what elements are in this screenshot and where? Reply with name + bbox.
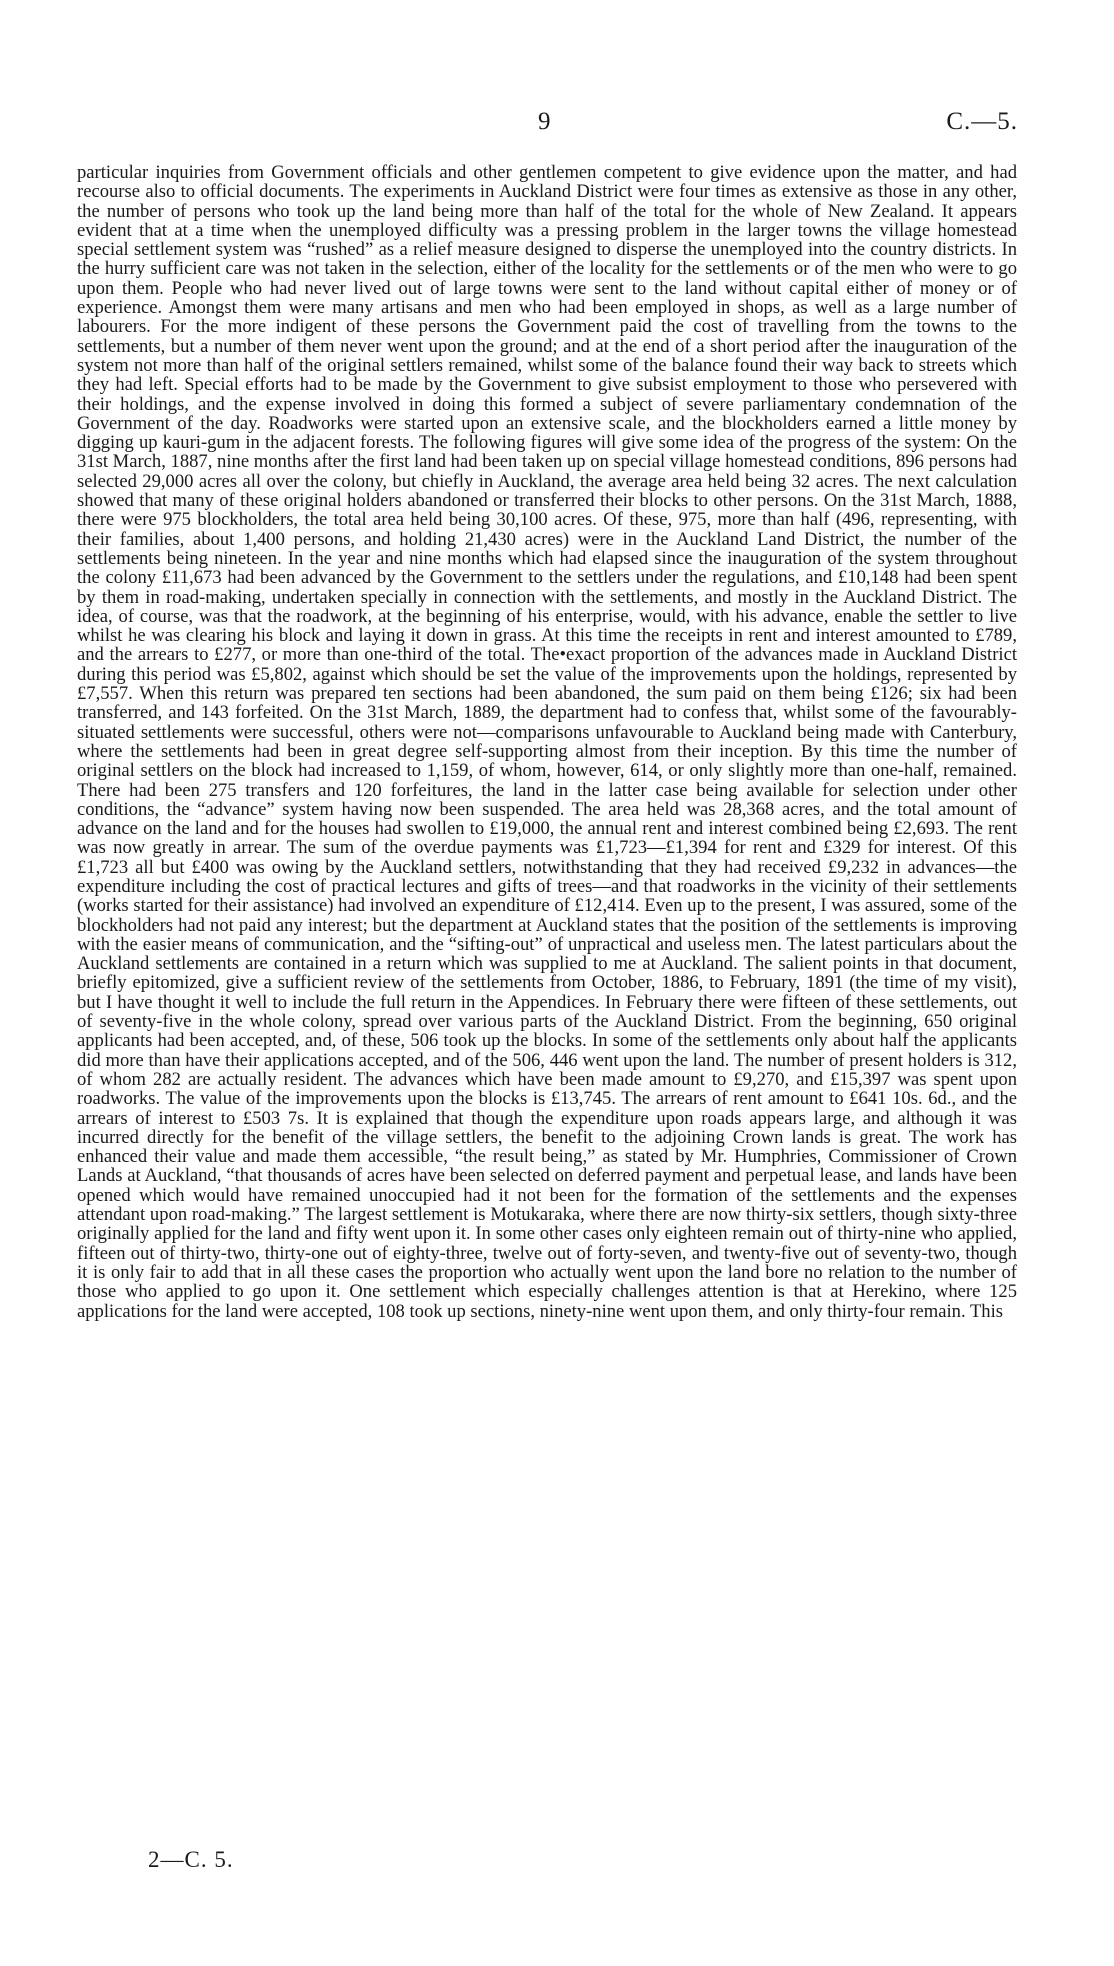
body-paragraph: particular inquiries from Government officials and other gentlemen competent to give evidence upon the matter, and had recourse also to official documents. The experiments in Auckland District were four times as extensive as those in any other, the number of persons who took up the land being more than half of the total for the whole of New Zealand. It appears evident that at a time when the unemployed difficulty was a pressing problem in the larger towns the village homestead special settlement system was “rushed” as a relief measure designed to disperse the unemployed into the country districts. In the hurry sufficient care was not taken in the selection, either of the locality for the settlements or of the men who were to go upon them. People who had never lived out of large towns were sent to the land without capital either of money or of experience. Amongst them were many artisans and men who had been employed in shops, as well as a large number of labourers. For the more indigent of these persons the Government paid the cost of travelling from the towns to the settlements, but a number of them never went upon the ground; and at the end of a short period after the inauguration of the system not more than half of the original settlers remained, whilst some of the balance found their way back to streets which they had left. Special efforts had to be made by the Government to give subsist employment to those who persevered with their holdings, and the expense involved in doing this formed a subject of severe parliamentary condemnation of the Government of the day. Roadworks were started upon an extensive scale, and the blockholders earned a little money by digging up kauri-gum in the adjacent forests. The following figures will give some idea of the progress of the system: On the 31st March, 1887, nine months after the first land had been taken up on special village homestead conditions, 896 persons had selected 29,000 acres all over the colony, but chiefly in Auckland, the average area held being 32 acres. The next calculation showed that many of these original holders abandoned or transferred their blocks to other persons. On the 31st March, 1888, there were 975 blockholders, the total area held being 30,100 acres. Of these, 975, more than half (496, representing, with their families, about 1,400 persons, and holding 21,430 acres) were in the Auckland Land District, the number of the settlements being nineteen. In the year and nine months which had elapsed since the inauguration of the system throughout the colony £11,673 had been advanced by the Government to the settlers under the regulations, and £10,148 had been spent by them in road-making, undertaken specially in connection with the settlements, and mostly in the Auckland District. The idea, of course, was that the roadwork, at the beginning of his enterprise, would, with his advance, enable the settler to live whilst he was clearing his block and laying it down in grass. At this time the receipts in rent and interest amounted to £789, and the arrears to £277, or more than one-third of the total. The•exact proportion of the advances made in Auckland District during this period was £5,802, against which should be set the value of the improvements upon the holdings, represented by £7,557. When this return was prepared ten sections had been abandoned, the sum paid on them being £126; six had been transferred, and 143 forfeited. On the 31st March, 1889, the department had to confess that, whilst some of the favourably-situated settlements were successful, others were not—comparisons unfavourable to Auckland being made with Canterbury, where the settlements had been in great degree self-supporting almost from their inception. By this time the number of original settlers on the block had increased to 1,159, of whom, however, 614, or only slightly more than one-half, remained. There had been 275 transfers and 120 forfeitures, the land in the latter case being available for selection under other conditions, the “advance” system having now been suspended. The area held was 28,368 acres, and the total amount of advance on the land and for the houses had swollen to £19,000, the annual rent and interest combined being £2,693. The rent was now greatly in arrear. The sum of the overdue payments was £1,723—£1,394 for rent and £329 for interest. Of this £1,723 all but £400 was owing by the Auckland settlers, notwithstanding that they had received £9,232 in advances—the expenditure including the cost of practical lectures and gifts of trees—and that roadworks in the vicinity of their settlements (works started for their assistance) had involved an expenditure of £12,414. Even up to the present, I was assured, some of the blockholders had not paid any interest; but the department at Auckland states that the position of the settlements is improving with the easier means of communication, and the “sifting-out” of unpractical and useless men. The latest particulars about the Auckland settlements are contained in a return which was supplied to me at Auckland. The salient points in that document, briefly epitomized, give a sufficient review of the settlements from October, 1886, to February, 1891 (the time of my visit), but I have thought it well to include the full return in the Appendices. In February there were fifteen of these settlements, out of seventy-five in the whole colony, spread over various parts of the Auckland District. From the beginning, 650 original applicants had been accepted, and, of these, 506 took up the blocks. In some of the settlements only about half the applicants did more than have their applications accepted, and of the 506, 446 went upon the land. The number of present holders is 312, of whom 282 are actually resident. The advances which have been made amount to £9,270, and £15,397 was spent upon roadworks. The value of the improvements upon the blocks is £13,745. The arrears of rent amount to £641 10s. 6d., and the arrears of interest to £503 7s. It is explained that though the expenditure upon roads appears large, and although it was incurred directly for the benefit of the village settlers, the benefit to the adjoining Crown lands is great. The work has enhanced their value and made them accessible, “the result being,” as stated by Mr. Humphries, Commissioner of Crown Lands at Auckland, “that thousands of acres have been selected on deferred payment and perpetual lease, and lands have been opened which would have remained unoccupied had it not been for the formation of the settlements and the expenses attendant upon road-making.” The largest settlement is Motukaraka, where there are now thirty-six settlers, though sixty-three originally applied for the land and fifty went upon it. In some other cases only eighteen remain out of thirty-nine who applied, fifteen out of thirty-two, thirty-one out of eighty-three, twelve out of forty-seven, and twenty-five out of seventy-two, though it is only fair to add that in all these cases the proportion who actually went upon the land bore no relation to the number of those who applied to go upon it. One settlement which especially challenges attention is that at Herekino, where 125 applications for the land were accepted, 108 took up sections, ninety-nine went upon them, and only thirty-four remain. This	[77, 162, 1017, 1322]
page-number: 9	[538, 108, 551, 135]
running-head: C.—5.	[946, 108, 1018, 135]
sheet-signature: 2—C. 5.	[148, 1847, 234, 1872]
page-header	[0, 104, 1114, 144]
